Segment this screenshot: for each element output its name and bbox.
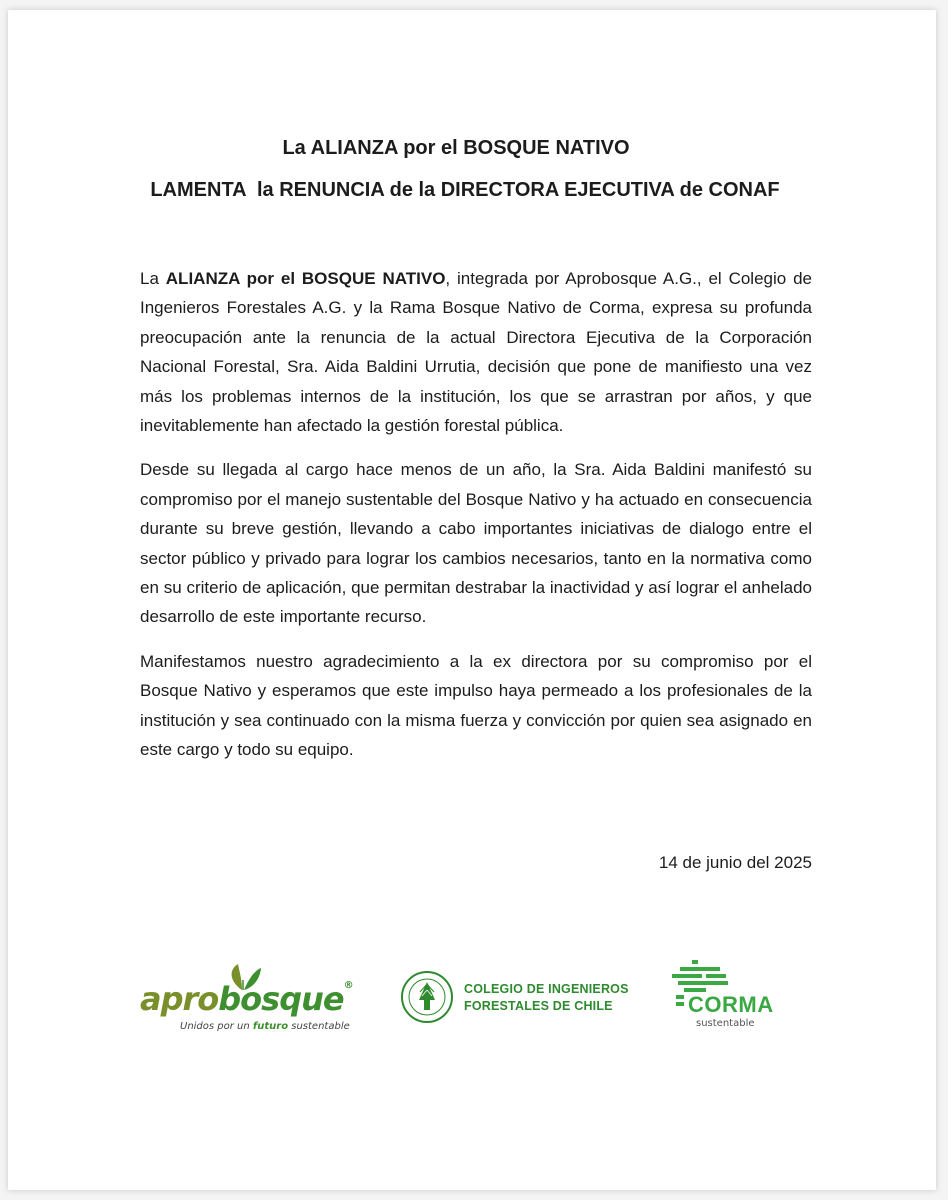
- document-date: 14 de junio del 2025: [658, 853, 812, 872]
- paragraph-1-lead: La: [140, 269, 166, 288]
- corma-wordmark: CORMA: [688, 992, 774, 1017]
- corma-subtitle: sustentable: [696, 1018, 755, 1029]
- colegio-line-2: FORESTALES DE CHILE: [464, 999, 613, 1013]
- corma-logo: [670, 958, 810, 1038]
- body-text: [140, 264, 812, 780]
- aprobosque-tagline: [180, 1021, 350, 1032]
- tagline-part-c: sustentable: [288, 1021, 350, 1032]
- tagline-part-b: futuro: [252, 1021, 289, 1032]
- paragraph-2: Desde su llegada al cargo hace menos de un año, la Sra. Aida Baldini manifestó su compromiso por el manejo sustentable del Bosque Nativo y ha actuado en consecuencia durante su breve gestión, llevando a cabo importantes iniciativas de dialogo entre el sector público y privado para lograr los cambios necesarios, tanto en la normativa como en su criterio de aplicación, que permitan destrabar la inactividad y así lograr el anhelado desarrollo de este importante recurso.: [140, 460, 812, 627]
- logos-row: [8, 950, 936, 1050]
- paragraph-1-rest: , integrada por Aprobosque A.G., el Colegio de Ingenieros Forestales A.G. y la Rama Bosque Nativo de Corma, expresa su profunda preocupación ante la renuncia de la actual Directora Ejecutiva de la Corporación Nacional Forestal, Sra. Aida Baldini Urrutia, decisión que pone de manifiesto una vez más los problemas internos de la institución, los que se arrastran por años, y que inevitablemente han afectado la gestión forestal pública.: [140, 269, 812, 436]
- title-line-1: La ALIANZA por el BOSQUE NATIVO: [282, 137, 630, 159]
- title-line-2: LAMENTA la RENUNCIA de la DIRECTORA EJECUTIVA de CONAF: [150, 179, 780, 201]
- document-page: [8, 10, 936, 1190]
- aprobosque-word-a: apro: [140, 980, 219, 1018]
- title-block: [8, 134, 936, 204]
- colegio-ingenieros-logo: [400, 956, 630, 1036]
- colegio-name: [464, 981, 629, 1015]
- colegio-line-1: COLEGIO DE INGENIEROS: [464, 982, 629, 996]
- tagline-part-a: Unidos por un: [180, 1021, 253, 1032]
- aprobosque-logo: [140, 962, 360, 1032]
- paragraph-1-bold: ALIANZA por el BOSQUE NATIVO: [165, 269, 446, 288]
- aprobosque-wordmark: [140, 980, 353, 1018]
- paragraph-1: [140, 264, 812, 440]
- aprobosque-word-b: bosque: [218, 980, 344, 1018]
- registered-mark: ®: [343, 980, 353, 991]
- colegio-seal-icon: [400, 970, 454, 1024]
- paragraph-3: Manifestamos nuestro agradecimiento a la ex directora por su compromiso por el Bosque Nativo y esperamos que este impulso haya permeado a los profesionales de la institución y sea continuado con la misma fuerza y convicción por quien sea asignado en este cargo y todo su equipo.: [140, 651, 812, 760]
